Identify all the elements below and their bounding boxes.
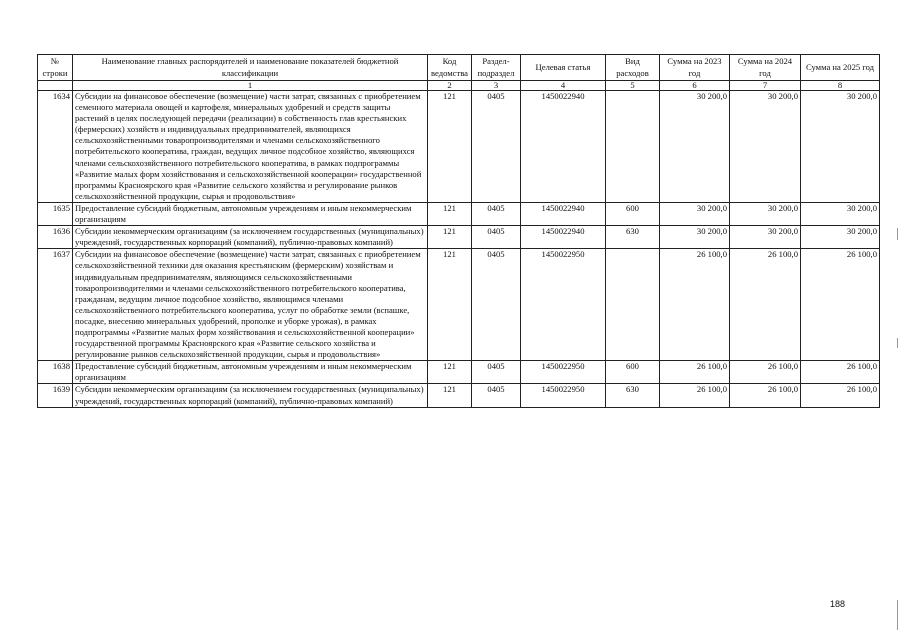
row-name: Субсидии некоммерческим организациям (за исключением государственных (муниципальных) учреждений, государственных корпораций (компаний), публично-правовых компаний): [73, 226, 428, 249]
sum-2025: 26 100,0: [801, 249, 880, 361]
section-code: 0405: [472, 384, 521, 407]
sum-2025: 30 200,0: [801, 91, 880, 203]
dept-code: 121: [428, 202, 472, 225]
table-row: [38, 91, 880, 203]
column-number-row: [38, 81, 880, 91]
expense-type: [606, 91, 660, 203]
expense-type: 600: [606, 361, 660, 384]
column-number: 6: [660, 81, 730, 91]
column-number: 2: [428, 81, 472, 91]
section-code: 0405: [472, 202, 521, 225]
scan-edge-mark: [897, 600, 898, 630]
table-row: [38, 226, 880, 249]
column-number: 4: [521, 81, 606, 91]
sum-2025: 26 100,0: [801, 361, 880, 384]
budget-table: [37, 54, 880, 408]
table-row: [38, 361, 880, 384]
sum-2025: 30 200,0: [801, 226, 880, 249]
sum-2024: 30 200,0: [730, 202, 801, 225]
sum-2023: 30 200,0: [660, 226, 730, 249]
row-name: Предоставление субсидий бюджетным, автономным учреждениям и иным некоммерческим организациям: [73, 202, 428, 225]
dept-code: 121: [428, 226, 472, 249]
section-code: 0405: [472, 249, 521, 361]
table-row: [38, 249, 880, 361]
header-section: Раздел-подраздел: [472, 55, 521, 81]
sum-2023: 30 200,0: [660, 202, 730, 225]
target-article: 1450022950: [521, 249, 606, 361]
column-number: 7: [730, 81, 801, 91]
sum-2024: 30 200,0: [730, 226, 801, 249]
table-row: [38, 202, 880, 225]
sum-2023: 30 200,0: [660, 91, 730, 203]
row-number: 1635: [38, 202, 73, 225]
header-sum-2024: Сумма на 2024 год: [730, 55, 801, 81]
sum-2023: 26 100,0: [660, 249, 730, 361]
dept-code: 121: [428, 384, 472, 407]
sum-2024: 30 200,0: [730, 91, 801, 203]
header-expense-type: Вид расходов: [606, 55, 660, 81]
row-name: Предоставление субсидий бюджетным, автономным учреждениям и иным некоммерческим организациям: [73, 361, 428, 384]
header-row-number: № строки: [38, 55, 73, 81]
sum-2024: 26 100,0: [730, 249, 801, 361]
sum-2023: 26 100,0: [660, 361, 730, 384]
row-name: Субсидии на финансовое обеспечение (возмещение) части затрат, связанных с приобретением сельскохозяйственной техники для оказания крестьянским (фермерским) хозяйствам и индивидуальным предпринимателям, являющимся сельскохозяйственными товаропроизводителями и членами сельскохозяйственного потребительского кооператива, гражданам, ведущим личное подсобное хозяйство, являющимся членами сельскохозяйственного потребительского кооператива, услуг по обработке земли (вспашке, посадке, внесению минеральных удобрений, прополке и уборке урожая), в рамках подпрограммы «Развитие малых форм хозяйствования и сельскохозяйственной кооперации» государственной программы Красноярского края «Развитие сельского хозяйства и регулирование рынков сельскохозяйственной продукции, сырья и продовольствия»: [73, 249, 428, 361]
column-number: [38, 81, 73, 91]
section-code: 0405: [472, 361, 521, 384]
scan-edge-mark: [897, 228, 898, 240]
target-article: 1450022950: [521, 384, 606, 407]
column-number: 3: [472, 81, 521, 91]
expense-type: 630: [606, 384, 660, 407]
header-sum-2023: Сумма на 2023 год: [660, 55, 730, 81]
section-code: 0405: [472, 226, 521, 249]
expense-type: [606, 249, 660, 361]
target-article: 1450022940: [521, 202, 606, 225]
sum-2025: 30 200,0: [801, 202, 880, 225]
row-number: 1636: [38, 226, 73, 249]
expense-type: 630: [606, 226, 660, 249]
column-number: 8: [801, 81, 880, 91]
section-code: 0405: [472, 91, 521, 203]
target-article: 1450022950: [521, 361, 606, 384]
sum-2023: 26 100,0: [660, 384, 730, 407]
dept-code: 121: [428, 361, 472, 384]
header-name: Наименование главных распорядителей и наименование показателей бюджетной классификации: [73, 55, 428, 81]
expense-type: 600: [606, 202, 660, 225]
row-number: 1638: [38, 361, 73, 384]
column-number: 1: [73, 81, 428, 91]
sum-2025: 26 100,0: [801, 384, 880, 407]
row-number: 1637: [38, 249, 73, 361]
dept-code: 121: [428, 249, 472, 361]
row-name: Субсидии на финансовое обеспечение (возмещение) части затрат, связанных с приобретением семенного материала овощей и картофеля, минеральных удобрений и средств защиты растений в целях последующей передачи (реализации) в собственность глав крестьянских (фермерских) хозяйств и индивидуальных предпринимателей, являющихся сельскохозяйственными товаропроизводителями и членами сельскохозяйственного потребительского кооператива, граждан, ведущих личное подсобное хозяйство, являющихся членами сельскохозяйственного потребительского кооператива, в рамках подпрограммы «Развитие малых форм хозяйствования и сельскохозяйственной кооперации» государственной программы Красноярского края «Развитие сельского хозяйства и регулирование рынков сельскохозяйственной продукции, сырья и продовольствия»: [73, 91, 428, 203]
sum-2024: 26 100,0: [730, 384, 801, 407]
sum-2024: 26 100,0: [730, 361, 801, 384]
header-row: [38, 55, 880, 81]
header-target-article: Целевая статья: [521, 55, 606, 81]
target-article: 1450022940: [521, 226, 606, 249]
table-row: [38, 384, 880, 407]
dept-code: 121: [428, 91, 472, 203]
row-number: 1634: [38, 91, 73, 203]
scan-edge-mark: [897, 338, 898, 348]
header-sum-2025: Сумма на 2025 год: [801, 55, 880, 81]
column-number: 5: [606, 81, 660, 91]
page-number: 188: [830, 599, 846, 609]
row-name: Субсидии некоммерческим организациям (за исключением государственных (муниципальных) учреждений, государственных корпораций (компаний), публично-правовых компаний): [73, 384, 428, 407]
target-article: 1450022940: [521, 91, 606, 203]
row-number: 1639: [38, 384, 73, 407]
header-dept-code: Код ведомства: [428, 55, 472, 81]
